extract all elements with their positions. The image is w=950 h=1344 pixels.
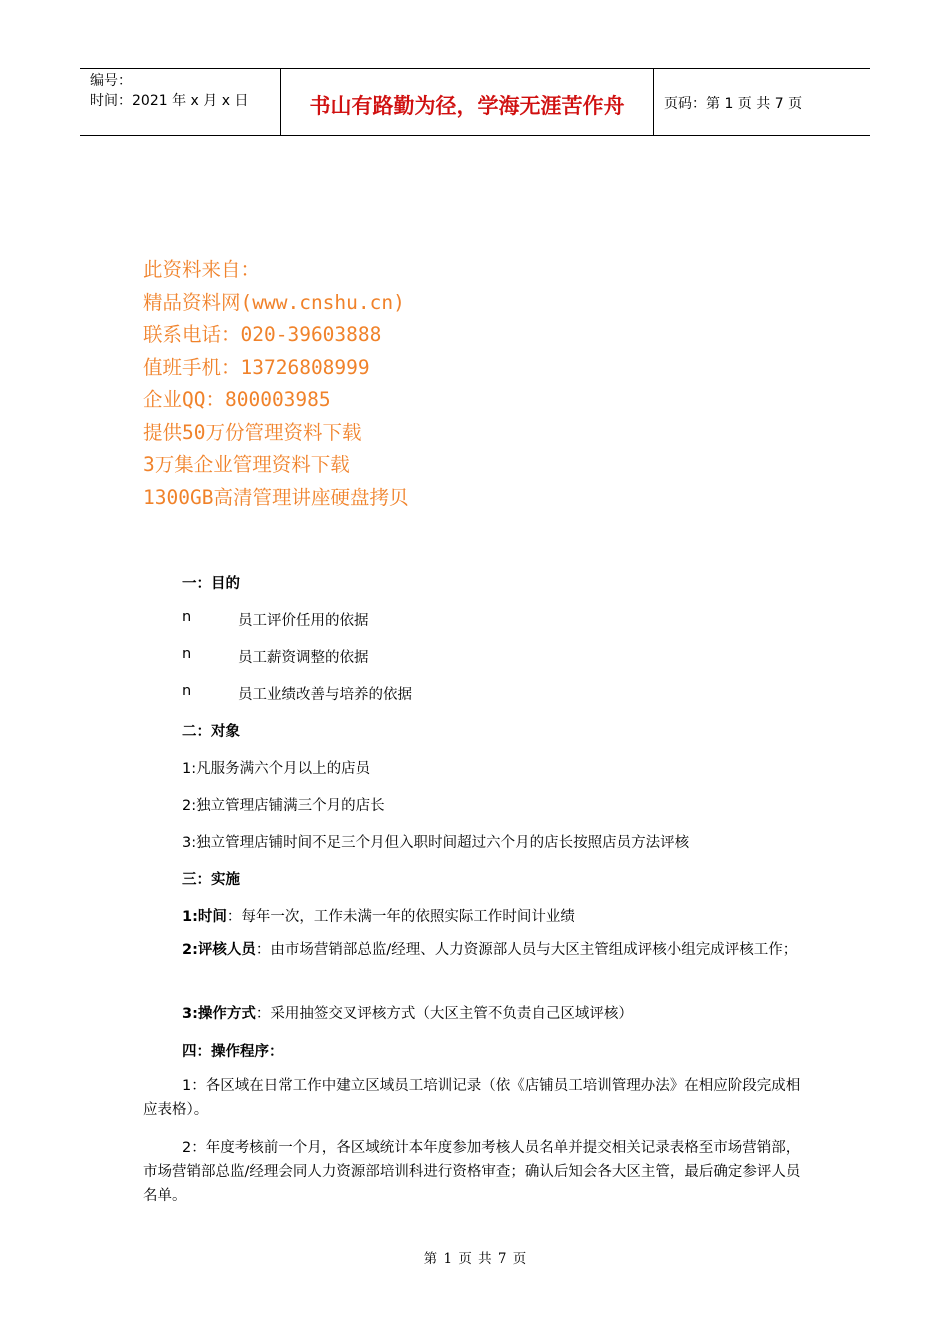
source-line: 3万集企业管理资料下载 (143, 453, 350, 476)
list-item: 1:凡服务满六个月以上的店员 (182, 761, 371, 777)
section-2-title: 二：对象 (182, 724, 240, 740)
section-3-item-time (182, 905, 575, 926)
item-label: 1:时间 (182, 909, 227, 925)
item-text: ：由市场营销部总监/经理、人力资源部人员与大区主管组成评核小组完成评核工作； (255, 942, 798, 958)
section-1-title: 一：目的 (182, 576, 240, 592)
section-4-paragraph: 1：各区域在日常工作中建立区域员工培训记录（依《店铺员工培训管理办法》在相应阶段完成相应表格）。 (143, 1078, 801, 1118)
header-page-cell (654, 69, 870, 135)
source-line: 精品资料网(www.cnshu.cn) (143, 290, 405, 314)
source-line: 联系电话：020-39603888 (143, 323, 382, 346)
motto-text: 书山有路勤为径，学海无涯苦作舟 (309, 94, 625, 118)
section-3-title: 三：实施 (182, 872, 240, 888)
item-label: 3:操作方式 (182, 1006, 256, 1022)
page-info: 页码：第 1 页 共 7 页 (664, 96, 803, 112)
source-line: 1300GB高清管理讲座硬盘拷贝 (143, 485, 409, 509)
item-text: ：采用抽签交叉评核方式（大区主管不负责自己区域评核） (255, 1006, 633, 1022)
number-label: 编号： (90, 73, 132, 89)
header-left-cell (80, 69, 281, 135)
section-3-item-reviewers (143, 938, 803, 962)
source-line: 提供50万份管理资料下载 (143, 420, 362, 444)
source-line: 企业QQ：800003985 (143, 388, 331, 411)
bullet-marker: n (182, 646, 192, 662)
page-footer: 第 1 页 共 7 页 (423, 1251, 527, 1267)
header-table (80, 68, 870, 136)
time-label: 时间：2021 年 x 月 x 日 (90, 93, 249, 109)
list-item: 3:独立管理店铺时间不足三个月但入职时间超过六个月的店长按照店员方法评核 (182, 835, 690, 851)
list-item: 2:独立管理店铺满三个月的店长 (182, 798, 385, 814)
bullet-marker: n (182, 683, 192, 699)
item-text: ：每年一次，工作未满一年的依照实际工作时间计业绩 (226, 909, 575, 925)
source-line: 值班手机：13726808999 (143, 355, 370, 379)
list-item-text: 员工评价任用的依据 (238, 613, 369, 629)
source-info-block (143, 254, 408, 514)
item-label: 2:评核人员 (182, 942, 256, 958)
section-3-item-method (182, 1002, 633, 1023)
header-motto-cell (281, 69, 654, 135)
list-item-text: 员工业绩改善与培养的依据 (238, 687, 412, 703)
source-line: 此资料来自： (143, 258, 261, 281)
bullet-marker: n (182, 609, 192, 625)
list-item-text: 员工薪资调整的依据 (238, 650, 369, 666)
section-4-title: 四：操作程序： (182, 1044, 284, 1060)
section-4-paragraph: 2：年度考核前一个月，各区域统计本年度参加考核人员名单并提交相关记录表格至市场营销部，市场营销部总监/经理会同人力资源部培训科进行资格审查；确认后知会各大区主管，最后确定参评人员名单。 (143, 1140, 801, 1204)
